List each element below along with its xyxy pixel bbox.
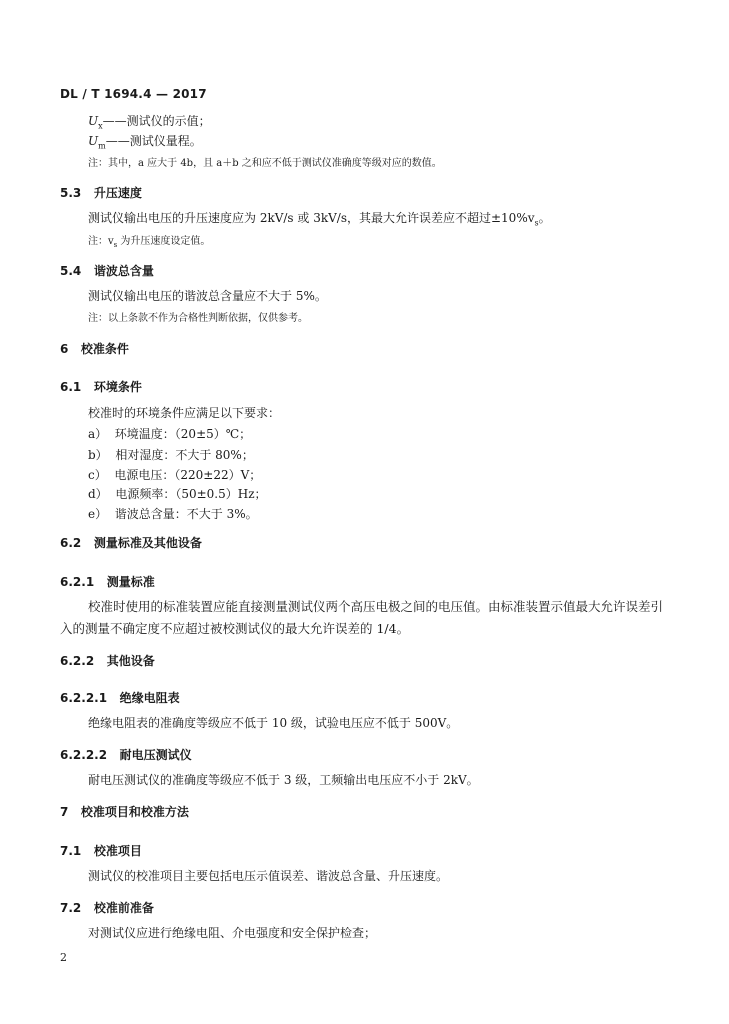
section-5-4-body: 测试仪输出电压的谐波总含量应不大于 5%。 <box>88 289 327 303</box>
list-item <box>88 466 261 483</box>
section-title: 校准条件 <box>80 342 129 356</box>
section-title: 校准项目和校准方法 <box>80 805 189 819</box>
section-6-heading <box>60 340 129 357</box>
section-6-2-2-1-body: 绝缘电阻表的准确度等级应不低于 10 级，试验电压应不低于 500V。 <box>88 716 459 730</box>
list-label: d） <box>88 487 108 501</box>
symbol-sub: x <box>98 121 103 131</box>
section-5-3-heading <box>60 184 142 201</box>
section-6-2-2-2-body: 耐电压测试仪的准确度等级应不低于 3 级，工频输出电压应不小于 2kV。 <box>88 773 479 787</box>
section-6-2-2-heading <box>60 652 155 669</box>
list-item <box>88 485 267 502</box>
section-5-3-body <box>88 209 551 227</box>
list-text: 谐波总含量：不大于 3%。 <box>114 507 258 521</box>
body-text: 测试仪输出电压的升压速度应为 2kV/s 或 3kV/s，其最大允许误差应不超过±10%v <box>88 211 535 225</box>
section-title: 耐电压测试仪 <box>119 748 192 762</box>
section-title: 升压速度 <box>93 186 142 200</box>
section-number: 7.2 <box>60 901 82 915</box>
list-item <box>88 505 258 522</box>
section-5-3-note <box>88 232 210 249</box>
section-6-2-1-heading <box>60 573 155 590</box>
page-number: 2 <box>60 951 67 964</box>
section-title: 谐波总含量 <box>93 264 154 278</box>
section-title: 测量标准 <box>106 575 155 589</box>
vs-sub: s <box>534 218 539 228</box>
section-number: 6.2.2.1 <box>60 691 108 705</box>
note-prefix: 注：v <box>88 236 114 247</box>
section-number: 6.2 <box>60 536 82 550</box>
symbol-sub: m <box>98 141 106 151</box>
list-label: c） <box>88 468 107 482</box>
section-6-2-2-1-heading <box>60 689 180 706</box>
section-7-heading <box>60 803 189 820</box>
section-number: 7.1 <box>60 844 82 858</box>
note-text: 为升压速度设定值。 <box>117 236 211 247</box>
section-title: 绝缘电阻表 <box>119 691 180 705</box>
definition-ux <box>88 112 211 130</box>
section-5-4-heading <box>60 262 154 279</box>
section-7-1-heading <box>60 842 142 859</box>
section-number: 6.2.2 <box>60 654 95 668</box>
section-title: 环境条件 <box>93 380 142 394</box>
section-6-2-2-2-heading <box>60 746 192 763</box>
list-text: 电源频率：（50±0.5）Hz； <box>115 487 267 501</box>
section-6-1-heading <box>60 378 142 395</box>
definition-text: ——测试仪的示值； <box>102 114 211 128</box>
list-label: a） <box>88 427 108 441</box>
section-number: 7 <box>60 805 69 819</box>
list-text: 电源电压：（220±22）V； <box>114 468 262 482</box>
section-number: 5.3 <box>60 186 82 200</box>
section-7-2-body: 对测试仪应进行绝缘电阻、介电强度和安全保护检查； <box>88 926 377 940</box>
section-number: 6.2.2.2 <box>60 748 108 762</box>
definition-um <box>88 132 202 150</box>
section-number: 6 <box>60 342 69 356</box>
list-item <box>88 425 251 442</box>
section-7-1-body: 测试仪的校准项目主要包括电压示值误差、谐波总含量、升压速度。 <box>88 869 449 883</box>
section-5-4-note: 注：以上条款不作为合格性判断依据，仅供参考。 <box>88 313 308 324</box>
section-7-2-heading <box>60 899 154 916</box>
section-title: 校准项目 <box>93 844 142 858</box>
section-6-1-intro: 校准时的环境条件应满足以下要求： <box>88 406 281 420</box>
section-6-2-1-body: 校准时使用的标准装置应能直接测量测试仪两个高压电极之间的电压值。由标准装置示值最大允许误差引入的测量不确定度不应超过被校测试仪的最大允许误差的 1/4。 <box>60 599 664 636</box>
body-end: 。 <box>538 211 551 225</box>
section-number: 6.2.1 <box>60 575 95 589</box>
definition-text: ——测试仪量程。 <box>105 134 202 148</box>
section-title: 校准前准备 <box>93 901 154 915</box>
section-6-2-heading <box>60 534 202 551</box>
section-number: 6.1 <box>60 380 82 394</box>
note-accuracy: 注：其中，a 应大于 4b，且 a＋b 之和应不低于测试仪准确度等级对应的数值。 <box>88 158 442 169</box>
list-item <box>88 446 254 463</box>
list-label: b） <box>88 448 108 462</box>
symbol: U <box>88 114 99 128</box>
section-title: 其他设备 <box>106 654 155 668</box>
symbol: U <box>88 134 99 148</box>
section-title: 测量标准及其他设备 <box>93 536 202 550</box>
note-sub: s <box>113 241 118 249</box>
standard-number: DL / T 1694.4 — 2017 <box>60 87 207 101</box>
section-number: 5.4 <box>60 264 82 278</box>
list-label: e） <box>88 507 108 521</box>
list-text: 环境温度：（20±5）℃； <box>114 427 252 441</box>
list-text: 相对湿度：不大于 80%； <box>115 448 254 462</box>
